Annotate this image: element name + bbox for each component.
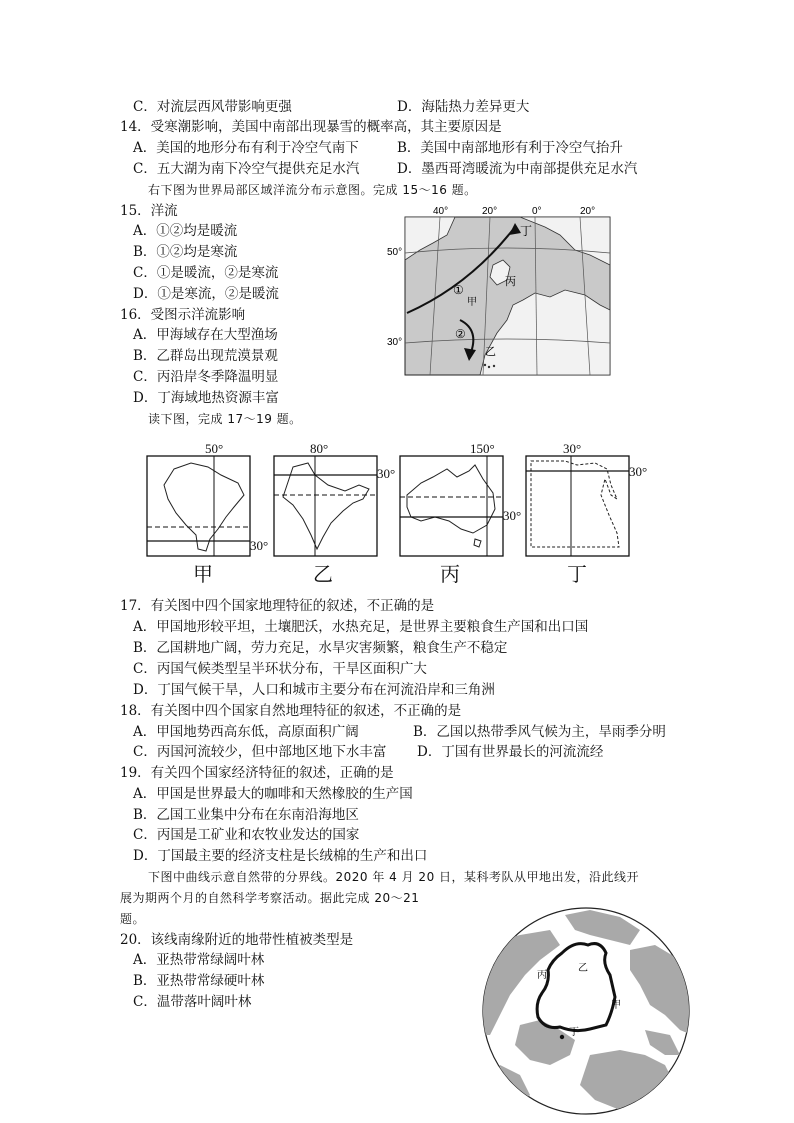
label-current-2: ②: [455, 327, 466, 341]
country-ding-lon: 30°: [563, 441, 582, 456]
q15-option-d: D．①是寒流，②是暖流: [133, 286, 279, 302]
q18-option-b: B．乙国以热带季风气候为主，旱雨季分明: [413, 724, 666, 740]
q18-option-a: A．甲国地势西高东低，高原面积广阔: [133, 724, 359, 740]
country-jia-lat: 30°: [250, 538, 269, 553]
polar-label-bing: 丙: [537, 970, 547, 981]
q17-option-b: B．乙国耕地广阔，劳力充足，水旱灾害频繁，粮食生产不稳定: [133, 640, 508, 656]
q18-option-d: D．丁国有世界最长的河流流经: [417, 744, 604, 760]
lon-label-20e: 20°: [580, 206, 596, 217]
lat-label-30: 30°: [387, 337, 403, 348]
country-ding-name: 丁: [567, 562, 587, 586]
polar-projection-map: [480, 905, 692, 1117]
country-yi-lon: 80°: [310, 441, 329, 456]
q18-option-c: C．丙国河流较少，但中部地区地下水丰富: [133, 744, 387, 760]
country-yi-lat: 30°: [377, 466, 396, 481]
q20-option-b: B．亚热带常绿硬叶林: [133, 973, 265, 989]
q20-stem: 20．该线南缘附近的地带性植被类型是: [120, 932, 354, 948]
q17-stem: 17．有关图中四个国家地理特征的叙述，不正确的是: [120, 598, 435, 614]
label-current-1: ①: [453, 283, 464, 297]
intro-17-19: 读下图，完成 17～19 题。: [148, 412, 302, 426]
q14-option-a: A．美国的地形分布有利于冷空气南下: [133, 140, 359, 156]
q17-option-d: D．丁国气候干旱，人口和城市主要分布在河流沿岸和三角洲: [133, 682, 495, 698]
q19-option-b: B．乙国工业集中分布在东南沿海地区: [133, 807, 359, 823]
ocean-current-map: [385, 205, 615, 380]
polar-label-jia: 甲: [611, 1000, 621, 1011]
q20-option-c: C．温带落叶阔叶林: [133, 994, 252, 1010]
q20-option-a: A．亚热带常绿阔叶林: [133, 952, 265, 968]
country-bing-name: 丙: [440, 562, 460, 586]
lon-label-20w: 20°: [482, 206, 498, 217]
q16-option-c: C．丙沿岸冬季降温明显: [133, 369, 279, 385]
q19-option-d: D．丁国最主要的经济支柱是长绒棉的生产和出口: [133, 848, 428, 864]
lon-label-0: 0°: [532, 206, 542, 217]
q17-option-c: C．丙国气候类型呈半环状分布，干旱区面积广大: [133, 661, 427, 677]
country-bing-lat: 30°: [503, 508, 522, 523]
q13-option-c: C．对流层西风带影响更强: [133, 99, 292, 115]
q19-option-c: C．丙国是工矿业和农牧业发达的国家: [133, 827, 360, 843]
intro-20-21-line3: 题。: [120, 912, 146, 926]
q14-stem: 14．受寒潮影响，美国中南部出现暴雪的概率高，其主要原因是: [120, 119, 502, 135]
q16-stem: 16．受图示洋流影响: [120, 307, 246, 323]
polar-label-yi: 乙: [578, 963, 588, 974]
q13-option-d: D．海陆热力差异更大: [397, 99, 530, 115]
country-jia-name: 甲: [193, 562, 213, 586]
lon-label-40w: 40°: [433, 206, 449, 217]
country-bing-lon: 150°: [470, 441, 495, 456]
q14-option-b: B．美国中南部地形有利于冷空气抬升: [397, 140, 623, 156]
label-bing: 丙: [505, 275, 516, 288]
country-yi-name: 乙: [313, 562, 333, 586]
intro-20-21-line1: 下图中曲线示意自然带的分界线。2020 年 4 月 20 日，某科考队从甲地出发，沿此线开: [148, 870, 640, 884]
q15-stem: 15．洋流: [120, 203, 178, 219]
polar-label-ding: 丁: [569, 1027, 579, 1038]
q17-option-a: A．甲国地形较平坦，土壤肥沃，水热充足，是世界主要粮食生产国和出口国: [133, 619, 589, 635]
q14-option-d: D．墨西哥湾暖流为中南部提供充足水汽: [397, 161, 638, 177]
q18-stem: 18．有关图中四个国家自然地理特征的叙述，不正确的是: [120, 703, 462, 719]
q15-option-c: C．①是暖流，②是寒流: [133, 265, 279, 281]
country-map-bing: [399, 455, 504, 557]
lat-label-50: 50°: [387, 247, 403, 258]
label-ding: 丁: [520, 224, 533, 238]
intro-20-21-line2: 展为期两个月的自然科学考察活动。据此完成 20～21: [120, 891, 420, 905]
country-map-jia: [146, 455, 251, 557]
q15-option-b: B．①②均是寒流: [133, 244, 238, 260]
label-jia: 甲: [467, 297, 477, 308]
label-yi: 乙: [485, 345, 496, 358]
q19-stem: 19．有关四个国家经济特征的叙述，正确的是: [120, 765, 394, 781]
q16-option-a: A．甲海域存在大型渔场: [133, 327, 278, 343]
q16-option-d: D．丁海域地热资源丰富: [133, 390, 279, 406]
country-jia-lon: 50°: [205, 441, 224, 456]
country-map-yi: [273, 455, 378, 557]
q14-option-c: C．五大湖为南下冷空气提供充足水汽: [133, 161, 360, 177]
country-ding-lat: 30°: [629, 464, 648, 479]
q15-option-a: A．①②均是暖流: [133, 223, 238, 239]
q16-option-b: B．乙群岛出现荒漠景观: [133, 348, 278, 364]
q19-option-a: A．甲国是世界最大的咖啡和天然橡胶的生产国: [133, 786, 413, 802]
country-map-ding: [525, 455, 630, 557]
intro-15-16: 右下图为世界局部区域洋流分布示意图。完成 15～16 题。: [148, 183, 477, 197]
